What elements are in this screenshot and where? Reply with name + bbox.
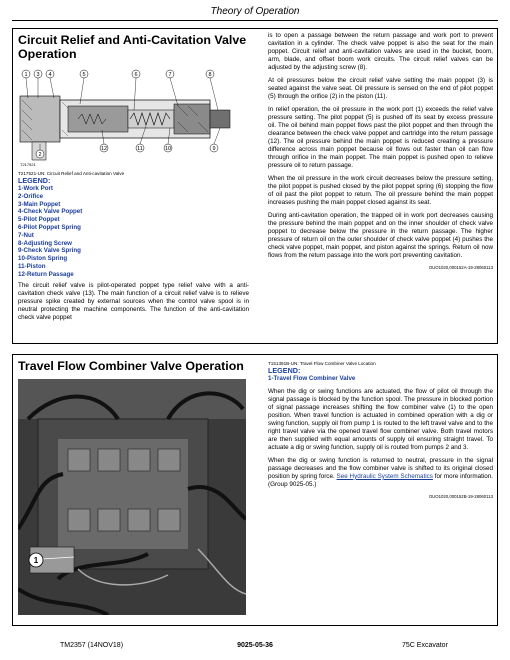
section1-paragraph: In relief operation, the oil pressure in the work port (1) exceeds the relief valve pressure setting. The pilot poppet (5) is pushed off its seat by excess pressure oil. The oil behind main poppet flows past the pilot poppet and then through the clearance between the check valve poppet and cartridge into the return passage (12). The oil pressure behind the main poppet is reduced creating a pressure difference across main poppet because oil flows out faster than oil can flow through orifice in the main poppet. The main poppet is pushed open to relieve pressure oil to return passage.: [268, 106, 493, 169]
footer-page-number: 9025-05-36: [237, 642, 273, 649]
paragraph-text: When the dig or swing function is returned to neutral, pressure in the signal passage decreases and the flow combiner valve is shifted to its original closed position by spring force.: [268, 456, 493, 480]
header-title: Theory of Operation: [210, 6, 300, 17]
section2-figure-caption: T151391B-UN: Travel Flow Combiner Valve Location: [268, 361, 376, 366]
section1-paragraph: When the oil pressure in the work circuit decreases below the pressure setting, the pilot poppet is pushed closed by the pilot poppet spring (6) stopping the flow of oil past the pilot poppet to return. The oil pressure behind the main poppet increases pushing the main poppet closed against its seat.: [268, 175, 493, 206]
section1-legend-list: [18, 185, 249, 279]
section-circuit-relief: [12, 28, 498, 344]
legend-item: 2-Orifice: [18, 192, 44, 200]
section2-left-column: [18, 359, 249, 615]
callout-2: 2: [38, 152, 42, 158]
section1-title: Circuit Relief and Anti-Cavitation Valve Operation: [18, 33, 247, 61]
section1-reference-code: OUO1020,000152A-19-28060113: [428, 265, 493, 270]
footer-manual-id: TM2357 (14NOV18): [60, 642, 124, 649]
section2-legend-list: [268, 375, 493, 383]
legend-item: 10-Piston Spring: [18, 255, 68, 263]
section2-right-column: [268, 361, 493, 500]
callout-4: 4: [48, 72, 52, 78]
hydraulic-schematics-link[interactable]: See Hydraulic System Schematics: [336, 472, 433, 480]
legend-item: 1-Travel Flow Combiner Valve: [268, 375, 356, 382]
section1-legend-title: LEGEND:: [18, 176, 51, 185]
section1-figure-caption: T217521-UN: Circuit Relief and Anti-cavitation Valve: [18, 171, 125, 176]
callout-7: 7: [168, 72, 172, 78]
callout-8: 8: [208, 72, 212, 78]
section1-left-column: [18, 33, 249, 327]
legend-item: 11-Piston: [18, 262, 46, 270]
photo-callout-1: 1: [33, 556, 39, 565]
section1-paragraph: At oil pressures below the circuit relief valve setting the main poppet (3) is seated against the valve seat. Oil pressure is sensed on the end of pilot poppet (5) through the orifice (2) in the piston (11).: [268, 77, 493, 100]
relief-valve-diagram: [18, 64, 246, 168]
page-header: [12, 6, 498, 21]
callout-3: 3: [36, 72, 40, 78]
legend-item: 8-Adjusting Screw: [18, 239, 72, 247]
section2-legend-title: LEGEND:: [268, 366, 301, 375]
section2-paragraph: [268, 457, 493, 489]
section1-paragraph: During anti-cavitation operation, the trapped oil in work port decreases causing the pressure behind the main poppet and on the inner shoulder of check valve poppet to decrease below the pressure in the return passage. The higher pressure of return oil on the outer shoulder of check valve poppet (4) pushes the check valve poppet, main poppet, and piston against the springs. Return oil now flows from the return passage into the work port preventing cavitation.: [268, 212, 493, 259]
combiner-valve-photo: [18, 379, 246, 615]
section1-intro-paragraph: The circuit relief valve is pilot-operated poppet type relief valve with a anti-cavitation check valve (13). The main function of a circuit relief valve is to relieve pressure spike created by external sources when the control valve spool is in neutral protecting the machine components. The function of the anti-cavitation check valve poppet: [18, 281, 249, 321]
footer-machine-model: 75C Excavator: [402, 642, 448, 649]
section-travel-flow-combiner: [12, 354, 498, 626]
section2-title: Travel Flow Combiner Valve Operation: [18, 359, 244, 373]
callout-1: 1: [24, 72, 28, 78]
legend-item: 4-Check Valve Poppet: [18, 208, 83, 216]
section2-reference-code: OUO1020,000152B-19-28060113: [428, 493, 493, 499]
page-footer: [0, 642, 510, 654]
legend-item: 6-Pilot Poppet Spring: [18, 223, 81, 231]
callout-6: 6: [134, 72, 138, 78]
legend-item: 5-Pilot Poppet: [18, 216, 60, 224]
section2-paragraph: When the dig or swing functions are actuated, the flow of pilot oil through the signal passage is blocked by the function spool. The pressure in blocked portion of signal passage increases shifting the flow combiner valve (1) to the open position. When travel function is actuated in combined operation with a dig or swing function, supply oil from pump 1 is routed to the left travel valve and to the right travel valve via the opened travel flow combiner valve. Both travel motors are then supplied with equal amounts of supply oil ensuring straight travel. To actuate a dig or swing function, supply oil is routed from pumps 2 and 3.: [268, 387, 493, 451]
section1-paragraph: is to open a passage between the return passage and work port to prevent cavitation in a cylinder. The check valve poppet is also the seat for the main poppet. Circuit relief and anti-cavitation valves are used in the bucket, boom, arm, blade, and offset boom work circuits. The circuit relief valves can be adjusted by the adjusting screw (8).: [268, 32, 493, 71]
callout-11: 11: [137, 146, 143, 152]
legend-item: 7-Nut: [18, 231, 34, 239]
figure-id: T217521: [20, 162, 36, 167]
callout-12: 12: [100, 146, 108, 152]
callout-9: 9: [212, 146, 216, 152]
legend-item: 3-Main Poppet: [18, 200, 61, 208]
legend-item: 12-Return Passage: [18, 270, 74, 278]
callout-10: 10: [164, 146, 172, 152]
legend-item: 9-Check Valve Spring: [18, 247, 81, 255]
callout-5: 5: [82, 72, 86, 78]
paragraph-text: for more information. (Group 9025-05.): [268, 472, 493, 488]
legend-item: 1-Work Port: [18, 185, 53, 192]
section1-right-column: [268, 32, 493, 271]
